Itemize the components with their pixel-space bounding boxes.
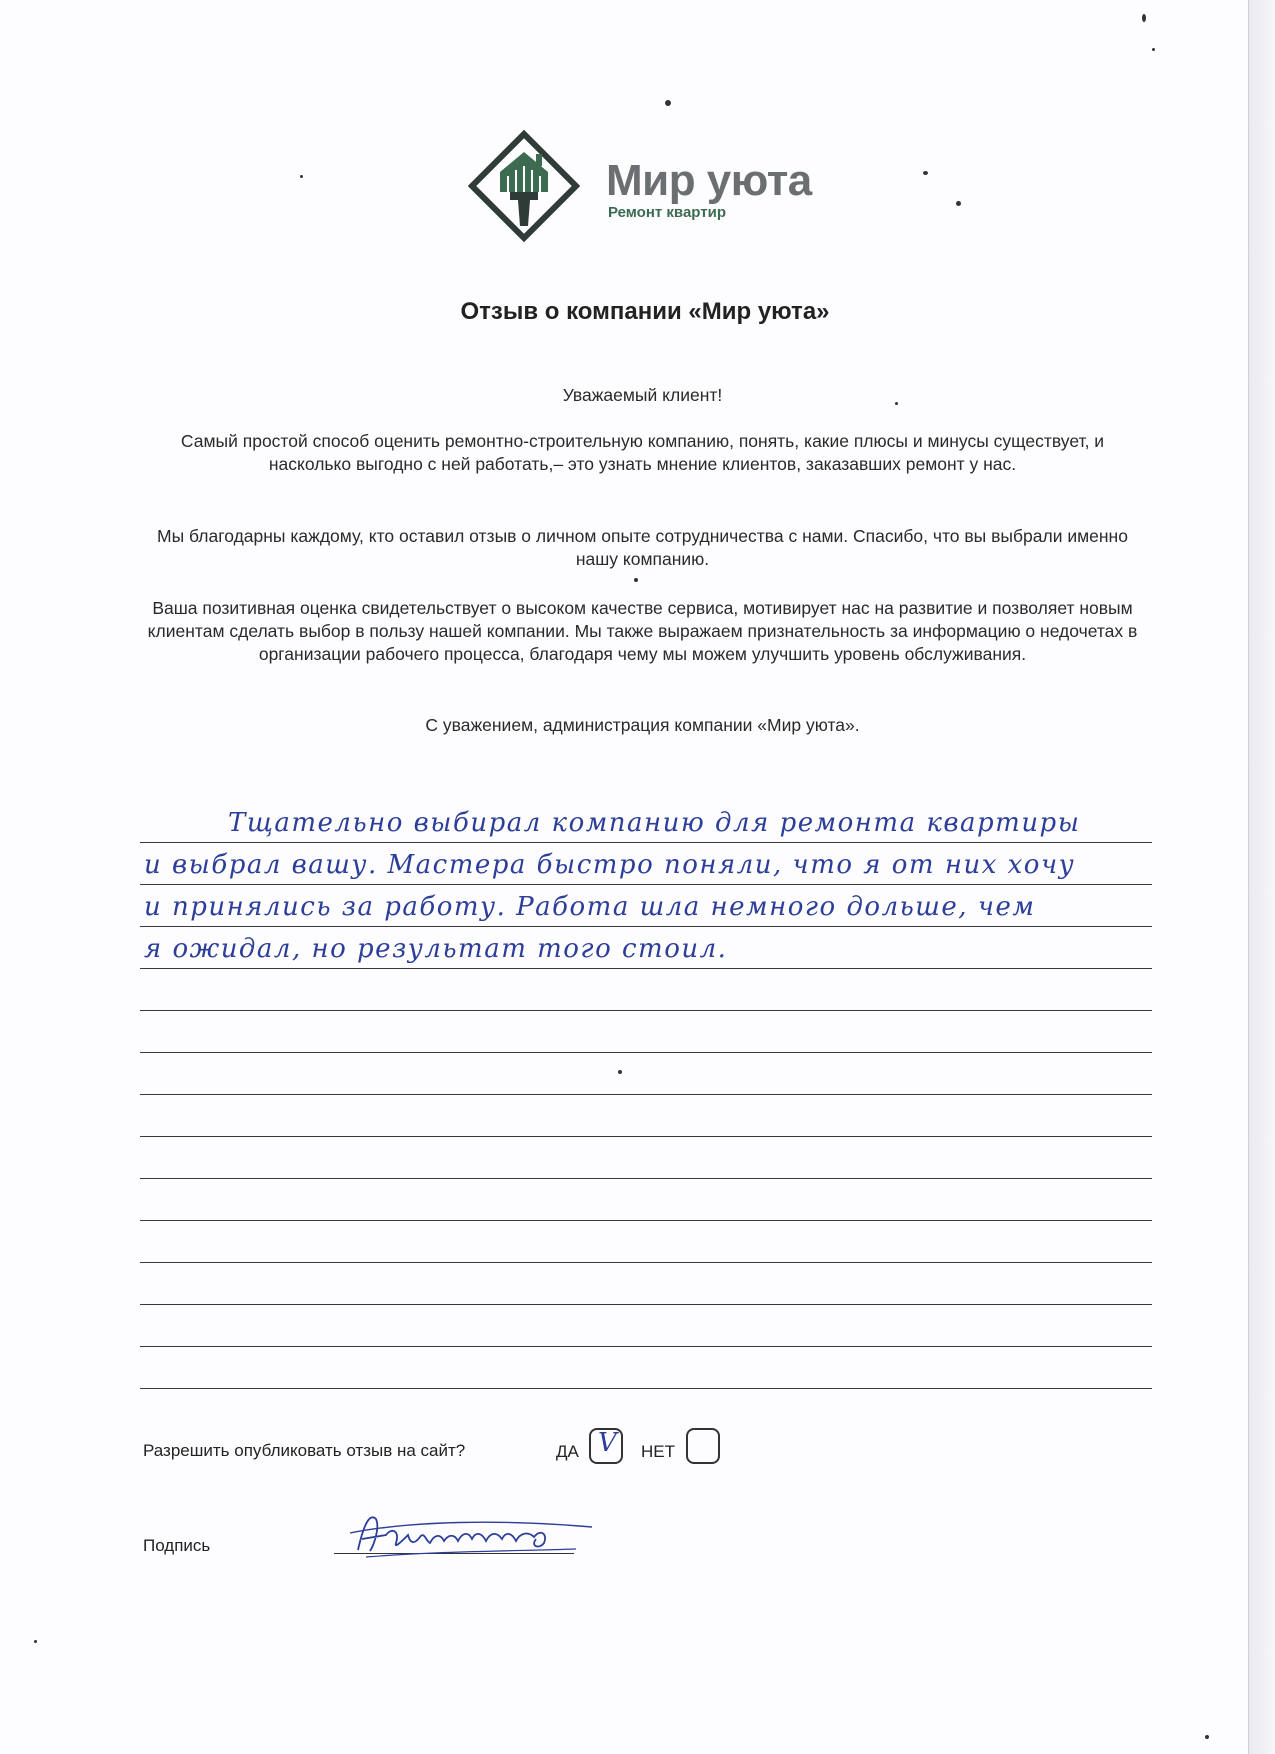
document-title: Отзыв о компании «Мир уюта» — [460, 298, 830, 325]
scan-speck — [895, 402, 898, 405]
scan-speck — [634, 578, 638, 582]
scan-speck — [300, 175, 303, 178]
feedback-paragraph: Ваша позитивная оценка свидетельствует о высоком качестве сервиса, мотивирует нас на развитие и позволяет новым клиентам сделать выбор в пользу нашей компании. Мы также выражаем признательность за информацию о недочетах в организации рабочего процесса, благодаря чему мы можем улучшить уровень обслуживания. — [147, 598, 1138, 664]
scan-speck — [665, 100, 671, 106]
publish-question: Разрешить опубликовать отзыв на сайт? — [143, 1441, 466, 1460]
logo-tagline: Ремонт квартир — [608, 204, 726, 221]
review-line — [140, 1136, 1152, 1137]
yes-checkbox[interactable] — [589, 1428, 623, 1464]
company-logo — [468, 130, 828, 242]
closing-line: С уважением, администрация компании «Мир уюта». — [425, 715, 860, 735]
scan-speck — [618, 1070, 622, 1074]
handwritten-review-line: и выбрал вашу. Мастера быстро поняли, что я от них хочу — [144, 850, 1076, 880]
review-line — [140, 1262, 1152, 1263]
check-mark: V — [598, 1428, 617, 1458]
page-edge — [1249, 0, 1275, 1754]
handwritten-review-line: я ожидал, но результат того стоил. — [144, 934, 728, 964]
logo-company-name: Мир уюта — [606, 156, 812, 205]
review-line — [140, 1388, 1152, 1389]
review-line — [140, 1178, 1152, 1179]
intro-paragraph: Самый простой способ оценить ремонтно-строительную компанию, понять, какие плюсы и минусы существует, и насколько выгодно с ней работать,– это узнать мнение клиентов, заказавших ремонт у нас. — [180, 431, 1105, 474]
handwritten-review-line: Тщательно выбирал компанию для ремонта квартиры — [228, 808, 1081, 838]
review-line — [140, 926, 1152, 927]
handwritten-review-line: и принялись за работу. Работа шла немного дольше, чем — [144, 892, 1036, 922]
house-brush-logo-icon — [468, 130, 580, 242]
review-line — [140, 1346, 1152, 1347]
scan-speck — [34, 1640, 37, 1643]
review-line — [140, 968, 1152, 969]
signature-label: Подпись — [143, 1536, 211, 1555]
scan-speck — [1142, 14, 1146, 22]
review-line — [140, 1094, 1152, 1095]
no-checkbox[interactable] — [686, 1428, 720, 1464]
review-line — [140, 1052, 1152, 1053]
review-lines-area — [140, 808, 1152, 1402]
yes-label: ДА — [556, 1442, 579, 1461]
review-line — [140, 1220, 1152, 1221]
no-label: НЕТ — [641, 1442, 675, 1461]
scan-speck — [923, 171, 928, 175]
review-line — [140, 1304, 1152, 1305]
review-line — [140, 842, 1152, 843]
scan-speck — [1205, 1735, 1209, 1739]
review-line — [140, 1010, 1152, 1011]
greeting: Уважаемый клиент! — [562, 385, 723, 405]
scan-speck — [956, 201, 961, 206]
review-line — [140, 884, 1152, 885]
thanks-paragraph: Мы благодарны каждому, кто оставил отзыв о личном опыте сотрудничества с нами. Спасибо, что вы выбрали именно нашу компанию. — [157, 526, 1128, 569]
scan-speck — [1152, 48, 1155, 51]
handwritten-signature — [330, 1505, 610, 1565]
